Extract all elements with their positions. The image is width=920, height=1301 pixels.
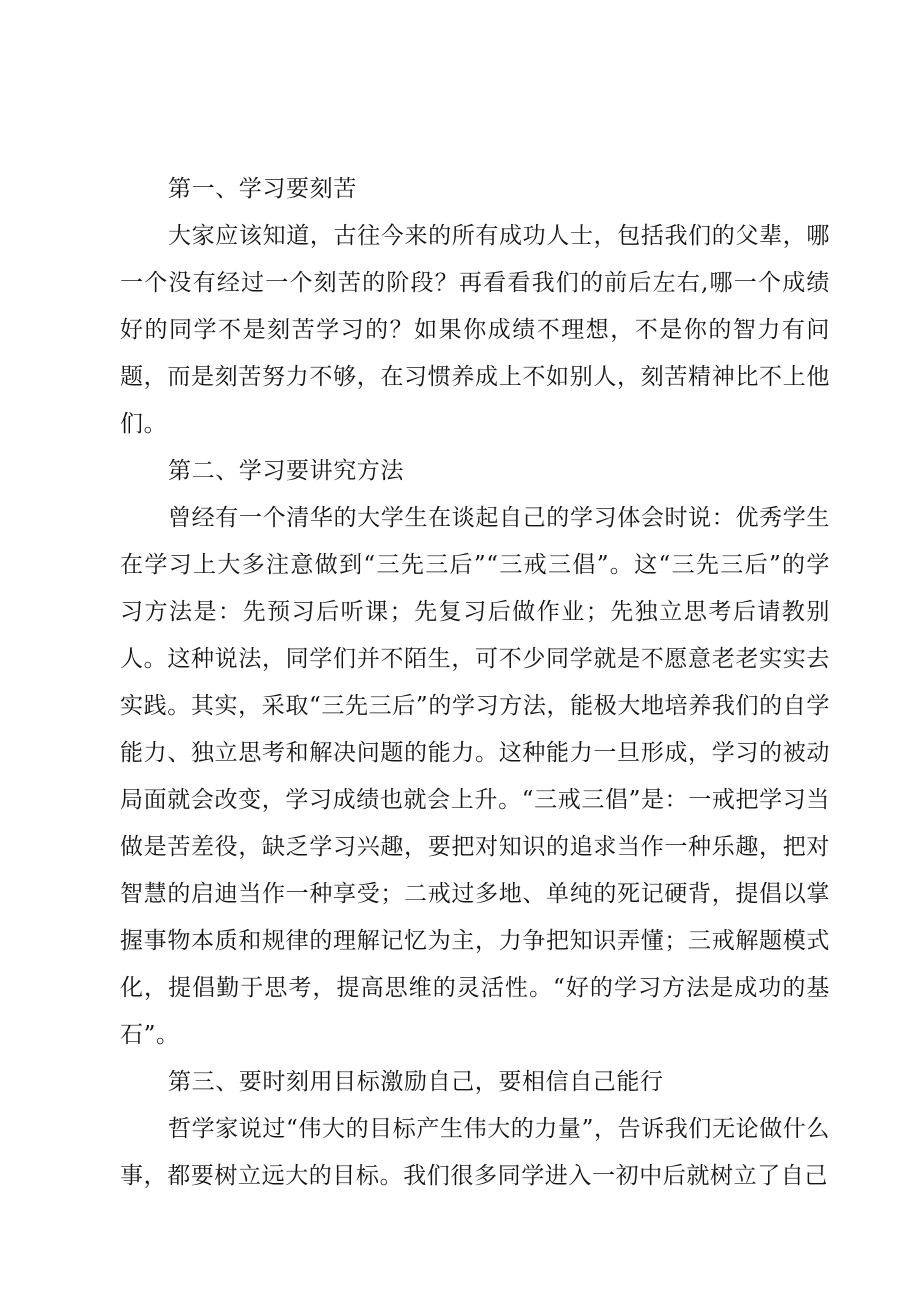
section-heading-2: 第二、学习要讲究方法 [168, 458, 404, 484]
section-heading-3: 第三、要时刻用目标激励自己，要相信自己能行 [168, 1069, 664, 1095]
section-paragraph-3: 哲学家说过“伟大的目标产生伟大的力量”，告诉我们无论做什么事，都要树立远大的目标。我们很多同学进入一初中后就树立了自己 [120, 1116, 830, 1189]
section-paragraph-2: 曾经有一个清华的大学生在谈起自己的学习体会时说：优秀学生在学习上大多注意做到“三先三后”“三戒三倡”。这“三先三后”的学习方法是：先预习后听课；先复习后做作业；先独立思考后请教别人。这种说法，同学们并不陌生，可不少同学就是不愿意老老实实去实践。其实，采取“三先三后”的学习方法，能极大地培养我们的自学能力、独立思考和解决问题的能力。这种能力一旦形成，学习的被动局面就会改变，学习成绩也就会上升。“三戒三倡”是：一戒把学习当做是苦差役，缺乏学习兴趣，要把对知识的追求当作一种乐趣，把对智慧的启迪当作一种享受；二戒过多地、单纯的死记硬背，提倡以掌握事物本质和规律的理解记忆为主，力争把知识弄懂；三戒解题模式化，提倡勤于思考，提高思维的灵活性。“好的学习方法是成功的基石”。 [120, 505, 830, 1048]
section-heading-1: 第一、学习要刻苦 [168, 176, 357, 202]
document-body [120, 166, 830, 1200]
section-paragraph-1: 大家应该知道，古往今来的所有成功人士，包括我们的父辈，哪一个没有经过一个刻苦的阶段？再看看我们的前后左右,哪一个成绩好的同学不是刻苦学习的？如果你成绩不理想，不是你的智力有问题，而是刻苦努力不够，在习惯养成上不如别人，刻苦精神比不上他们。 [120, 223, 830, 437]
